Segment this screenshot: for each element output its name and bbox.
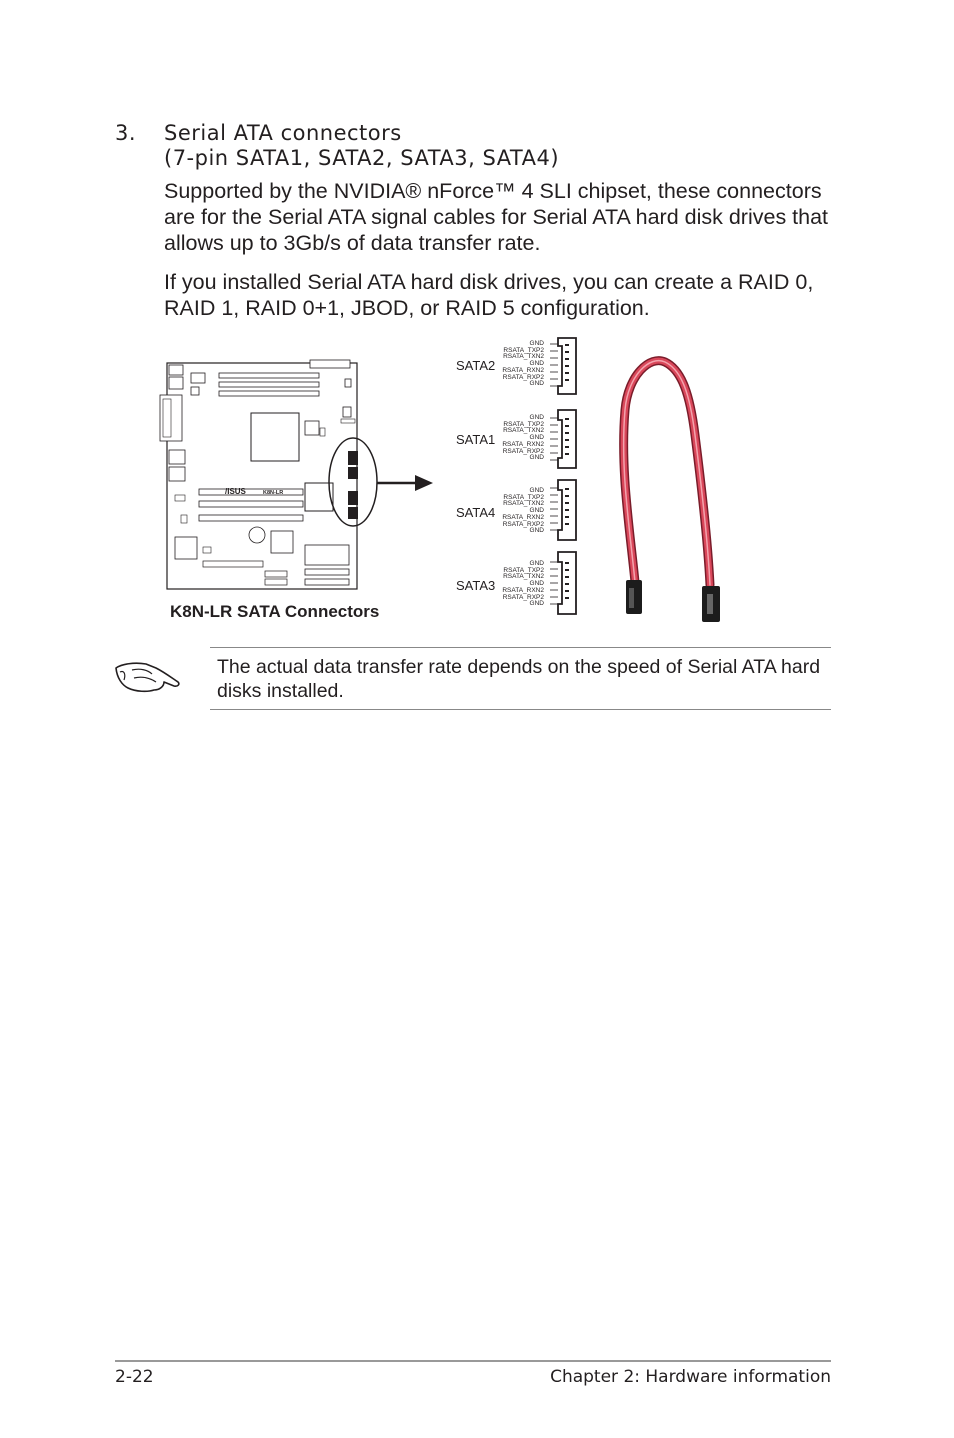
pin-label: GND [529,434,544,442]
note-bottom-rule [210,709,831,710]
paragraph-raid: If you installed Serial ATA hard disk drives, you can create a RAID 0, RAID 1, RAID 0+1, JBOD, or RAID 5 configuration. [164,270,814,320]
sata3-connector-icon [548,550,580,616]
connector-label-sata2: SATA2 [456,358,496,373]
hand-pointer-icon [112,652,184,696]
pin-label: RSATA_TXP2 [503,566,544,574]
pin-label: GND [529,454,544,462]
pin-label: RSATA_TXN2 [503,427,544,435]
pin-list-sata1 [496,415,544,462]
section-number: 3. [115,121,137,145]
pin-label: RSATA_TXP2 [503,493,544,501]
board-logo: /ISUS [225,487,246,496]
pin-label: GND [529,380,544,388]
note-text: The actual data transfer rate depends on the speed of Serial ATA hard disks installed. [217,656,821,702]
sata-connector-list [440,336,590,626]
connector-label-sata3: SATA3 [456,578,496,593]
pin-label: GND [529,414,544,421]
pin-label: RSATA_RXN2 [502,366,544,374]
pin-label: GND [529,527,544,535]
pin-label: RSATA_RXP2 [502,373,544,381]
pin-label: RSATA_TXP2 [503,420,544,428]
pin-label: GND [529,340,544,347]
motherboard-diagram [155,355,440,600]
pin-label: GND [529,580,544,588]
chapter-title: Chapter 2: Hardware information [550,1367,831,1387]
pin-list-sata4 [496,488,544,535]
figure-caption: K8N-LR SATA Connectors [170,602,380,621]
paragraph-chipset: Supported by the NVIDIA® nForce™ 4 SLI chipset, these connectors are for the Serial ATA signal cables for Serial ATA hard disk drives that allows up to 3Gb/s of data transfer rate. [164,179,829,255]
pin-label: GND [529,487,544,494]
connector-label-sata1: SATA1 [456,432,496,447]
section-title: Serial ATA connectors [164,121,402,145]
pin-label: RSATA_TXN2 [503,500,544,508]
sata2-connector-icon [548,336,580,396]
page-number: 2-22 [115,1367,154,1387]
pin-label: GND [529,560,544,567]
pin-label: RSATA_TXP2 [503,346,544,354]
sata-cable-image [610,350,730,630]
pin-label: RSATA_RXP2 [502,520,544,528]
pin-label: RSATA_TXN2 [503,353,544,361]
board-model-label: K8N-LR [263,490,284,496]
pin-label: GND [529,507,544,515]
pin-label: RSATA_RXP2 [502,447,544,455]
pin-label: RSATA_RXN2 [502,513,544,521]
section-subtitle: (7-pin SATA1, SATA2, SATA3, SATA4) [164,146,560,170]
pin-label: RSATA_RXN2 [502,440,544,448]
pin-label: RSATA_TXN2 [503,573,544,581]
pin-label: GND [529,600,544,608]
pin-label: RSATA_RXP2 [502,593,544,601]
pin-label: GND [529,360,544,368]
pin-label: RSATA_RXN2 [502,586,544,594]
note-top-rule [210,647,831,648]
sata4-connector-icon [548,478,580,542]
sata1-connector-icon [548,408,580,470]
pin-list-sata2 [496,341,544,388]
connector-label-sata4: SATA4 [456,505,496,520]
footer-rule [115,1360,831,1362]
pin-list-sata3 [496,561,544,608]
